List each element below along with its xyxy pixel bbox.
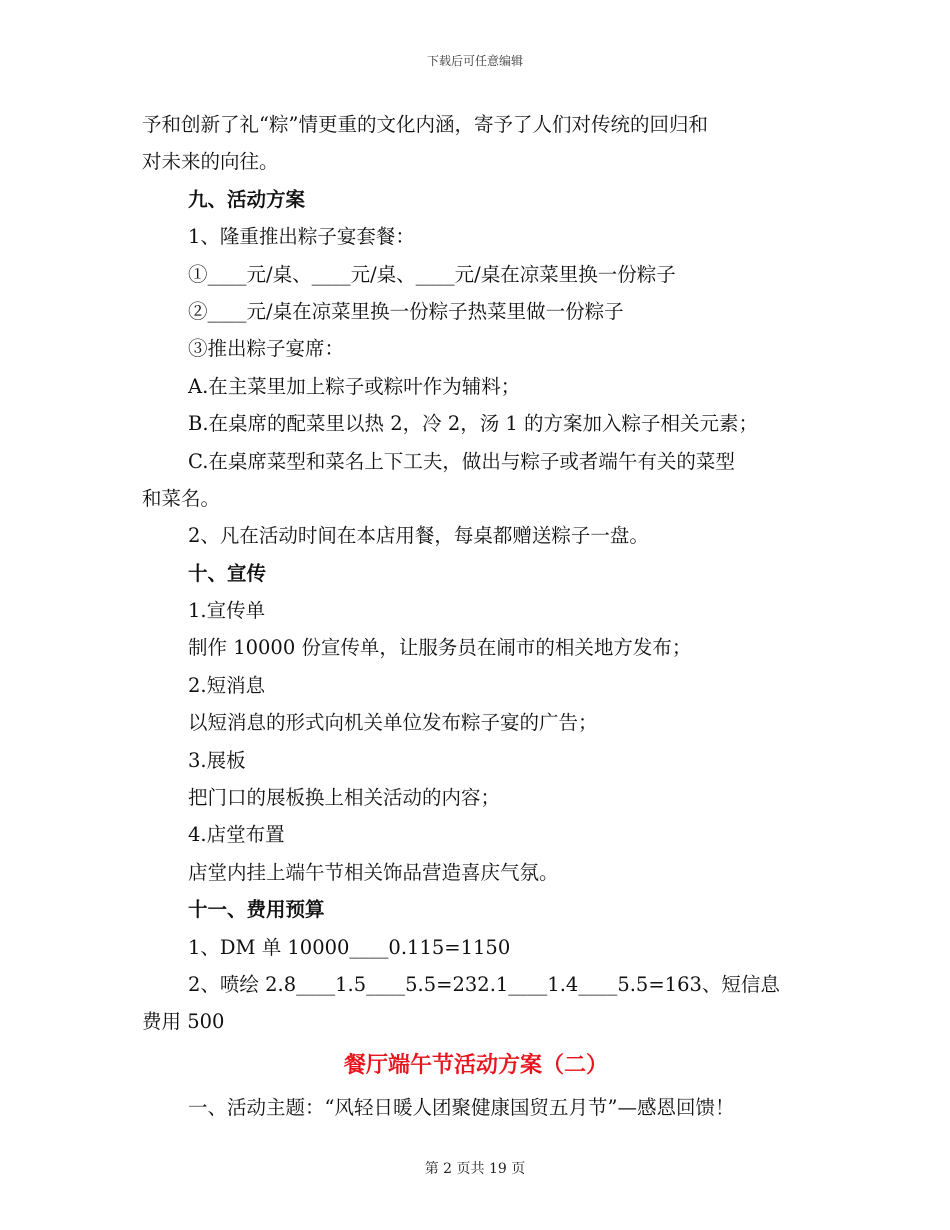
document-body (142, 106, 810, 1126)
text-line: 2、凡在活动时间在本店用餐，每桌都赠送粽子一盘。 (188, 524, 649, 548)
text-line: 以短消息的形式向机关单位发布粽子宴的广告； (188, 711, 598, 735)
text-line: 2、喷绘 2.8____1.5____5.5=232.1____1.4____5.5=163、短信息 (188, 972, 780, 996)
section-title: 餐厅端午节活动方案（二） (343, 1051, 608, 1078)
text-line: 予和创新了礼“粽”情更重的文化内涵，寄予了人们对传统的回归和 (142, 113, 708, 136)
text-line: 4.店堂布置 (188, 823, 285, 847)
text-line: 和菜名。 (142, 486, 221, 510)
text-line: 2.短消息 (188, 673, 266, 697)
text-line: ①____元/桌、____元/桌、____元/桌在凉菜里换一份粽子 (188, 262, 676, 286)
text-line: 3.展板 (188, 748, 246, 772)
text-line: B.在桌席的配菜里以热 2，冷 2，汤 1 的方案加入粽子相关元素； (188, 412, 759, 436)
text-line: C.在桌席菜型和菜名上下工夫，做出与粽子或者端午有关的菜型 (188, 449, 735, 473)
paragraph-lines (142, 106, 810, 1041)
text-line: ②____元/桌在凉菜里换一份粽子热菜里做一份粽子 (188, 299, 624, 323)
text-line: A.在主菜里加上粽子或粽叶作为辅料； (188, 374, 521, 398)
text-line: 费用 500 (142, 1010, 225, 1034)
text-line: 制作 10000 份宣传单，让服务员在闹市的相关地方发布； (188, 636, 692, 660)
text-line: 对未来的向往。 (142, 150, 279, 174)
page-footer: 第 2 页共 19 页 (424, 1161, 526, 1177)
text-line: 1、隆重推出粽子宴套餐： (188, 225, 415, 249)
text-line: ③推出粽子宴席： (188, 337, 345, 361)
text-line: 店堂内挂上端午节相关饰品营造喜庆气氛。 (188, 860, 559, 884)
section-heading: 十一、费用预算 (188, 898, 325, 922)
text-line: 1.宣传单 (188, 599, 266, 623)
page-header: 下载后可任意编辑 (426, 54, 523, 68)
theme-line: 一、活动主题：“风轻日暖人团聚健康国贸五月节”—感恩回馈！ (188, 1095, 735, 1119)
section-heading: 九、活动方案 (188, 187, 306, 211)
text-line: 1、DM 单 10000____0.115=1150 (188, 935, 511, 959)
text-line: 把门口的展板换上相关活动的内容； (188, 786, 501, 810)
section-heading: 十、宣传 (188, 561, 267, 585)
